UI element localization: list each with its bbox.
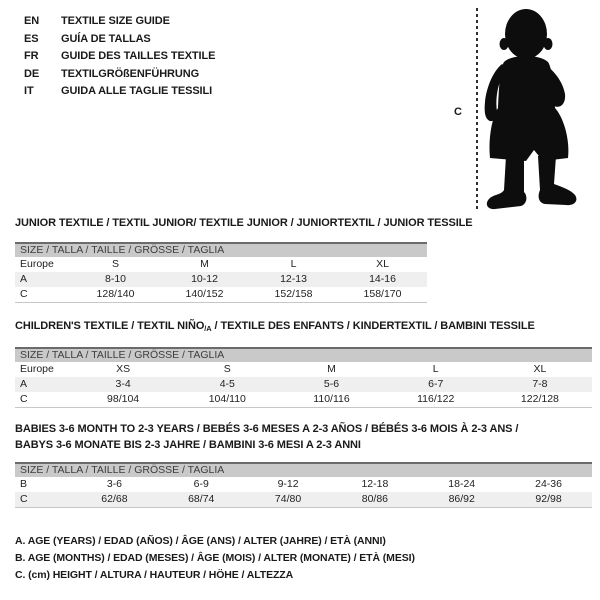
babies-title-line1: BABIES 3-6 MONTH TO 2-3 YEARS / BEBÉS 3-6 MESES A 2-3 AÑOS / BÉBÉS 3-6 MOIS À 2-3 ANS /	[15, 423, 519, 435]
cell: XL	[376, 258, 389, 270]
cell: 4-5	[219, 378, 235, 390]
cell: 12-18	[361, 478, 389, 490]
language-code: EN	[24, 15, 40, 27]
table-row-age	[15, 272, 427, 287]
cell: L	[290, 258, 297, 270]
cell: 122/128	[520, 393, 559, 405]
children-title-prefix: CHILDREN'S TEXTILE / TEXTIL NIÑO	[15, 320, 205, 332]
silhouette-head	[505, 9, 547, 59]
silhouette-leg-right	[538, 156, 576, 205]
cell: M	[327, 363, 336, 375]
row-label-cell: A	[20, 273, 28, 285]
silhouette-leg-left	[487, 156, 527, 209]
guide-title: TEXTILE SIZE GUIDE	[61, 15, 170, 27]
babies-table-title	[15, 421, 518, 453]
language-row	[24, 31, 215, 49]
guide-title: TEXTILGRÖßENFÜHRUNG	[61, 67, 200, 80]
cell: 158/170	[363, 288, 402, 300]
cell: XS	[116, 363, 131, 375]
cell: 98/104	[107, 393, 140, 405]
babies-title-line2: BABYS 3-6 MONATE BIS 2-3 JAHRE / BAMBINI 3-6 MESI A 2-3 ANNI	[15, 439, 361, 451]
cell: 9-12	[277, 478, 299, 490]
table-row-europe	[15, 362, 592, 377]
cell: 104/110	[208, 393, 246, 405]
cell: 74/80	[274, 493, 302, 505]
children-size-table	[15, 347, 592, 408]
size-header-bar: SIZE / TALLA / TAILLE / GRÖSSE / TAGLIA	[15, 347, 592, 362]
language-row	[24, 13, 215, 31]
language-code: ES	[24, 32, 39, 45]
junior-table-title: JUNIOR TEXTILE / TEXTIL JUNIOR/ TEXTILE JUNIOR / JUNIORTEXTIL / JUNIOR TESSILE	[15, 217, 473, 229]
cell: 128/140	[96, 288, 135, 300]
junior-size-table	[15, 242, 427, 303]
row-label-cell: C	[20, 393, 28, 405]
cell: 92/98	[535, 493, 562, 505]
table-row-age-months	[15, 477, 592, 492]
guide-title: GUÍA DE TALLAS	[61, 32, 151, 45]
language-row	[24, 83, 215, 101]
table-row-europe	[15, 257, 427, 272]
cell: 8-10	[104, 273, 126, 285]
height-measure-label: C	[454, 106, 462, 118]
silhouette-ear-right	[544, 38, 553, 50]
language-code: FR	[24, 50, 39, 62]
children-table-title	[15, 318, 535, 337]
cell: 18-24	[448, 478, 476, 490]
language-row	[24, 48, 215, 66]
cell: 80/86	[361, 493, 389, 505]
cell: 152/158	[274, 288, 313, 300]
cell: 116/122	[417, 393, 455, 405]
row-label-cell: C	[20, 493, 28, 505]
table-row-age	[15, 377, 592, 392]
babies-size-table	[15, 462, 592, 508]
table-row-height	[15, 287, 427, 302]
language-code: IT	[24, 85, 34, 97]
children-title-suffix: / TEXTILE DES ENFANTS / KINDERTEXTIL / BAMBINI TESSILE	[211, 320, 535, 332]
footnote-height: C. (cm) HEIGHT / ALTURA / HAUTEUR / HÖHE / ALTEZZA	[15, 569, 294, 582]
toddler-silhouette	[482, 6, 594, 214]
footnote-age-years: A. AGE (YEARS) / EDAD (AÑOS) / ÂGE (ANS) / ALTER (JAHRE) / ETÀ (ANNI)	[15, 535, 386, 547]
cell: 24-36	[535, 478, 562, 490]
size-header-bar: SIZE / TALLA / TAILLE / GRÖSSE / TAGLIA	[15, 462, 592, 477]
legend-footnotes	[15, 533, 415, 585]
cell: S	[223, 363, 231, 375]
cell: 6-7	[428, 378, 444, 390]
children-title-subscript: /A	[204, 324, 212, 333]
guide-title: GUIDA ALLE TAGLIE TESSILI	[61, 85, 213, 97]
row-label-cell: Europe	[20, 258, 54, 270]
height-measure-dotted-line	[476, 8, 478, 212]
cell: 6-9	[193, 478, 209, 490]
row-label-cell: B	[20, 478, 28, 490]
language-title-list	[24, 13, 215, 101]
row-label-cell: Europe	[20, 363, 54, 375]
cell: 12-13	[280, 273, 307, 285]
cell: 3-4	[115, 378, 131, 390]
cell: L	[432, 363, 439, 375]
size-header-bar: SIZE / TALLA / TAILLE / GRÖSSE / TAGLIA	[15, 242, 427, 257]
table-row-height	[15, 492, 592, 507]
cell: 14-16	[369, 273, 396, 285]
cell: 68/74	[188, 493, 215, 505]
cell: 110/116	[313, 393, 350, 405]
cell: 3-6	[106, 478, 122, 490]
cell: 10-12	[191, 273, 218, 285]
cell: S	[111, 258, 119, 270]
language-row	[24, 66, 215, 84]
row-label-cell: C	[20, 288, 28, 300]
cell: XL	[533, 363, 547, 375]
silhouette-ear-left	[500, 38, 509, 50]
guide-title: GUIDE DES TAILLES TEXTILE	[61, 50, 216, 62]
table-row-height	[15, 392, 592, 407]
cell: 140/152	[185, 288, 224, 300]
cell: 7-8	[532, 378, 548, 390]
row-label-cell: A	[20, 378, 28, 390]
cell: 62/68	[101, 493, 128, 505]
footnote-age-months: B. AGE (MONTHS) / EDAD (MESES) / ÂGE (MOIS) / ALTER (MONATE) / ETÀ (MESI)	[15, 552, 415, 565]
cell: 86/92	[448, 493, 475, 505]
cell: M	[200, 258, 209, 270]
cell: 5-6	[323, 378, 340, 390]
language-code: DE	[24, 67, 40, 80]
